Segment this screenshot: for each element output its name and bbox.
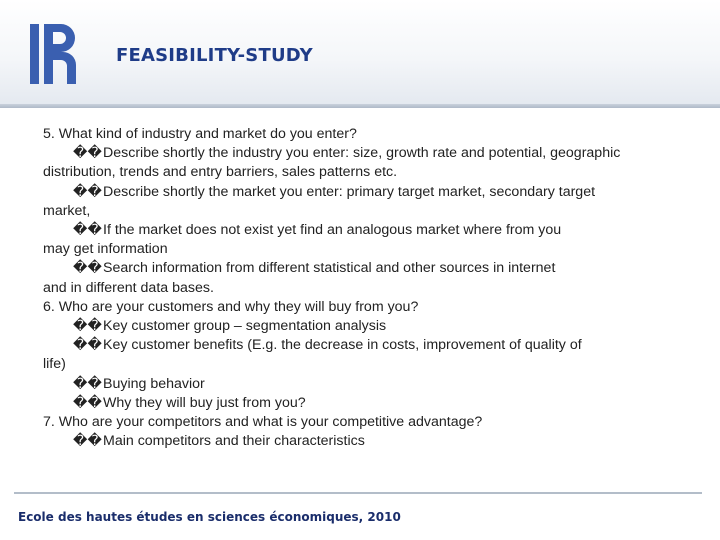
continuation-line: may get information bbox=[43, 241, 168, 258]
bullet-text: Describe shortly the market you enter: primary target market, secondary target bbox=[103, 183, 596, 200]
page-title: FEASIBILITY-STUDY bbox=[116, 45, 313, 66]
bullet-marker-icon: �� bbox=[73, 222, 103, 239]
bullet-item bbox=[43, 221, 683, 240]
bullet-item bbox=[43, 394, 683, 413]
section-question: 5. What kind of industry and market do you enter? bbox=[43, 126, 357, 142]
bullet-marker-icon: �� bbox=[73, 433, 103, 450]
bullet-marker-icon: �� bbox=[73, 183, 103, 200]
bullet-text: Why they will buy just from you? bbox=[103, 394, 306, 411]
slide-body bbox=[43, 125, 683, 451]
bullet-text: Buying behavior bbox=[103, 375, 205, 392]
continuation-line: market, bbox=[43, 202, 91, 219]
bullet-text: Main competitors and their characteristics bbox=[103, 433, 365, 450]
bullet-item bbox=[43, 336, 683, 355]
bullet-item bbox=[43, 183, 683, 202]
continuation-line: life) bbox=[43, 356, 66, 373]
continuation-line: distribution, trends and entry barriers, sales patterns etc. bbox=[43, 164, 398, 181]
bullet-item bbox=[43, 144, 683, 163]
bullet-marker-icon: �� bbox=[73, 375, 103, 392]
bullet-marker-icon: �� bbox=[73, 337, 103, 354]
bullet-text: Search information from different statistical and other sources in internet bbox=[103, 260, 556, 277]
continuation-line: and in different data bases. bbox=[43, 279, 214, 296]
bullet-marker-icon: �� bbox=[73, 318, 103, 335]
section-question: 6. Who are your customers and why they will buy from you? bbox=[43, 298, 419, 315]
bullet-item bbox=[43, 432, 683, 451]
bullet-text: If the market does not exist yet find an analogous market where from you bbox=[103, 222, 562, 239]
section-question: 7. Who are your competitors and what is your competitive advantage? bbox=[43, 414, 483, 431]
slide-header bbox=[0, 0, 720, 108]
bullet-item bbox=[43, 317, 683, 336]
bullet-marker-icon: �� bbox=[73, 394, 103, 411]
hse-logo-icon bbox=[24, 18, 80, 90]
bullet-text: Key customer benefits (E.g. the decrease in costs, improvement of quality of bbox=[103, 337, 582, 354]
footer-divider bbox=[14, 492, 702, 494]
bullet-item bbox=[43, 375, 683, 394]
bullet-marker-icon: �� bbox=[73, 145, 103, 162]
bullet-marker-icon: �� bbox=[73, 260, 103, 277]
bullet-item bbox=[43, 259, 683, 278]
bullet-text: Key customer group – segmentation analysis bbox=[103, 318, 387, 335]
header-divider bbox=[0, 104, 720, 108]
bullet-text: Describe shortly the industry you enter: size, growth rate and potential, geographic bbox=[103, 145, 621, 162]
footer-caption: Ecole des hautes études en sciences économiques, 2010 bbox=[18, 510, 401, 524]
